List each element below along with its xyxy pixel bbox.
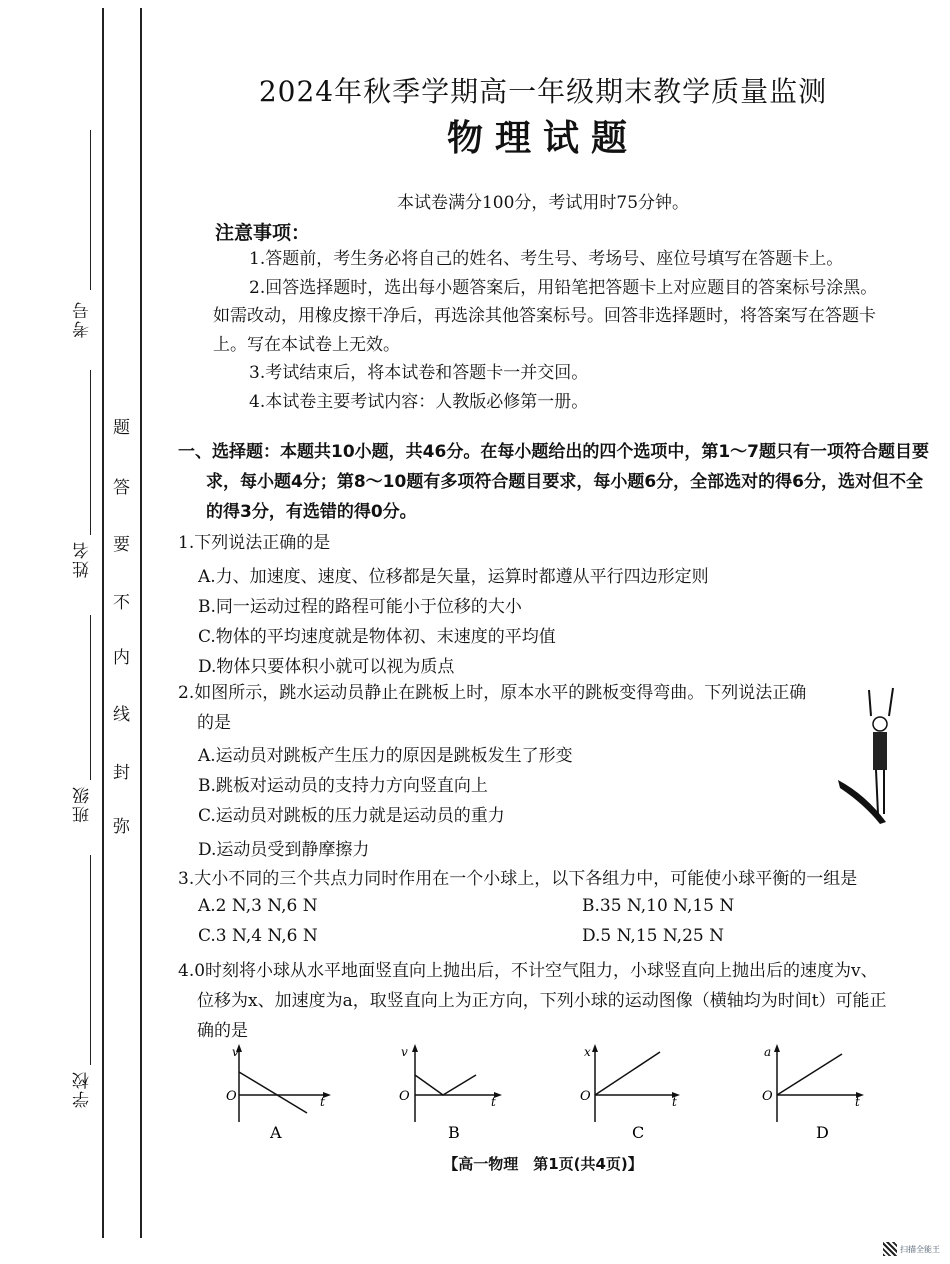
note-item: 1.答题前，考生务必将自己的姓名、考生号、考场号、座位号填写在答题卡上。 <box>249 249 844 269</box>
q3-option-d: D.5 N,15 N,25 N <box>582 926 724 946</box>
seal-char: 线 <box>113 705 130 725</box>
seal-char: 封 <box>113 763 130 783</box>
graph-c-line <box>595 1052 660 1095</box>
scanner-watermark <box>883 1242 940 1256</box>
graph-c <box>578 1040 693 1150</box>
graph-d-origin: O <box>762 1089 773 1104</box>
exam-title: 2024年秋季学期高一年级期末教学质量监测 <box>258 75 828 108</box>
q1-option-c: C.物体的平均速度就是物体初、末速度的平均值 <box>198 627 556 647</box>
seal-char: 内 <box>113 648 130 668</box>
graph-a-origin: O <box>226 1089 237 1104</box>
graph-b-line <box>415 1075 476 1095</box>
seal-char: 要 <box>113 535 130 555</box>
class-line[interactable] <box>90 615 91 780</box>
question-4-stem-line2: 位移为x、加速度为a，取竖直向上为正方向，下列小球的运动图像（横轴均为时间t）可能正 <box>197 991 887 1011</box>
q3-option-a: A.2 N,3 N,6 N <box>198 896 318 916</box>
graph-b-xlabel: t <box>491 1095 496 1109</box>
graph-b-origin: O <box>399 1089 410 1104</box>
graph-a-line <box>239 1072 307 1113</box>
question-2-stem-line1: 2.如图所示，跳水运动员静止在跳板上时，原本水平的跳板变得弯曲。下列说法正确 <box>178 683 807 703</box>
note-item: 4.本试卷主要考试内容：人教版必修第一册。 <box>249 391 589 412</box>
exam-number-label: 考号 <box>73 300 93 338</box>
graph-d <box>760 1040 875 1150</box>
graph-a-ylabel: v <box>232 1045 239 1059</box>
q2-option-d: D.运动员受到静摩擦力 <box>198 840 370 860</box>
diver-head <box>873 717 887 731</box>
subject-title: 物理试题 <box>446 118 639 159</box>
graph-d-line <box>777 1054 842 1095</box>
q2-option-b: B.跳板对运动员的支持力方向竖直向上 <box>198 776 488 796</box>
graph-d-xlabel: t <box>855 1095 860 1109</box>
seal-char: 弥 <box>113 817 130 837</box>
question-1-stem: 1.下列说法正确的是 <box>178 533 331 553</box>
graph-c-origin: O <box>580 1089 591 1104</box>
seal-char: 答 <box>113 478 130 498</box>
springboard-shape <box>838 780 886 824</box>
graph-b-ylabel: v <box>401 1045 408 1059</box>
qr-code-icon <box>883 1242 897 1256</box>
graph-a-xlabel: t <box>320 1095 325 1109</box>
q1-option-b: B.同一运动过程的路程可能小于位移的大小 <box>198 597 522 617</box>
diver-illustration <box>836 680 896 826</box>
question-4-stem-line3: 确的是 <box>197 1021 248 1041</box>
graph-c-caption: C <box>632 1123 645 1142</box>
diver-body <box>873 732 887 770</box>
section-heading: 一、选择题：本题共10小题，共46分。在每小题给出的四个选项中，第1～7题只有一项符合题目要求，每小题4分；第8～10题有多项符合题目要求，每小题6分，全部选对的得6分，选对但不全的得3分，有选错的得0分。 <box>178 442 929 522</box>
name-line[interactable] <box>90 370 91 535</box>
note-item: 2.回答选择题时，选出每小题答案后，用铅笔把答题卡上对应题目的答案标号涂黑。如需改动，用橡皮擦干净后，再选涂其他答案标号。回答非选择题时，将答案写在答题卡上。写在本试卷上无效。 <box>213 277 878 355</box>
graph-d-ylabel: a <box>764 1045 772 1059</box>
q1-option-a: A.力、加速度、速度、位移都是矢量，运算时都遵从平行四边形定则 <box>198 567 709 587</box>
exam-info: 本试卷满分100分，考试用时75分钟。 <box>396 193 690 213</box>
school-line[interactable] <box>90 855 91 1065</box>
q3-option-c: C.3 N,4 N,6 N <box>198 926 318 946</box>
q2-option-c: C.运动员对跳板的压力就是运动员的重力 <box>198 806 505 826</box>
question-3-stem: 3.大小不同的三个共点力同时作用在一个小球上，以下各组力中，可能使小球平衡的一组是 <box>178 869 858 889</box>
graph-d-caption: D <box>816 1123 829 1142</box>
graph-b <box>398 1040 513 1150</box>
scanner-watermark-text: 扫描全能王 <box>900 1244 940 1254</box>
graph-b-caption: B <box>448 1123 460 1142</box>
name-label: 姓名 <box>73 540 93 578</box>
seal-char: 不 <box>113 593 130 613</box>
graph-c-xlabel: t <box>672 1095 677 1109</box>
q3-option-b: B.35 N,10 N,15 N <box>582 896 735 916</box>
graph-a-caption: A <box>270 1123 282 1142</box>
q1-option-d: D.物体只要体积小就可以视为质点 <box>198 657 455 677</box>
question-4-stem-line1: 4.0时刻将小球从水平地面竖直向上抛出后，不计空气阻力，小球竖直向上抛出后的速度为v、 <box>178 961 878 981</box>
seal-char: 题 <box>113 418 130 438</box>
school-label: 学校 <box>73 1070 93 1108</box>
note-item: 3.考试结束后，将本试卷和答题卡一并交回。 <box>249 363 589 383</box>
graph-c-ylabel: x <box>584 1045 591 1059</box>
notes-title: 注意事项： <box>215 222 311 244</box>
question-2-stem-line2: 的是 <box>197 713 231 733</box>
q2-option-a: A.运动员对跳板产生压力的原因是跳板发生了形变 <box>198 746 573 766</box>
graph-a <box>222 1040 337 1150</box>
class-label: 班级 <box>73 785 93 823</box>
notes-list <box>213 245 883 416</box>
page-footer: 【高一物理 第1页(共4页)】 <box>443 1155 643 1173</box>
